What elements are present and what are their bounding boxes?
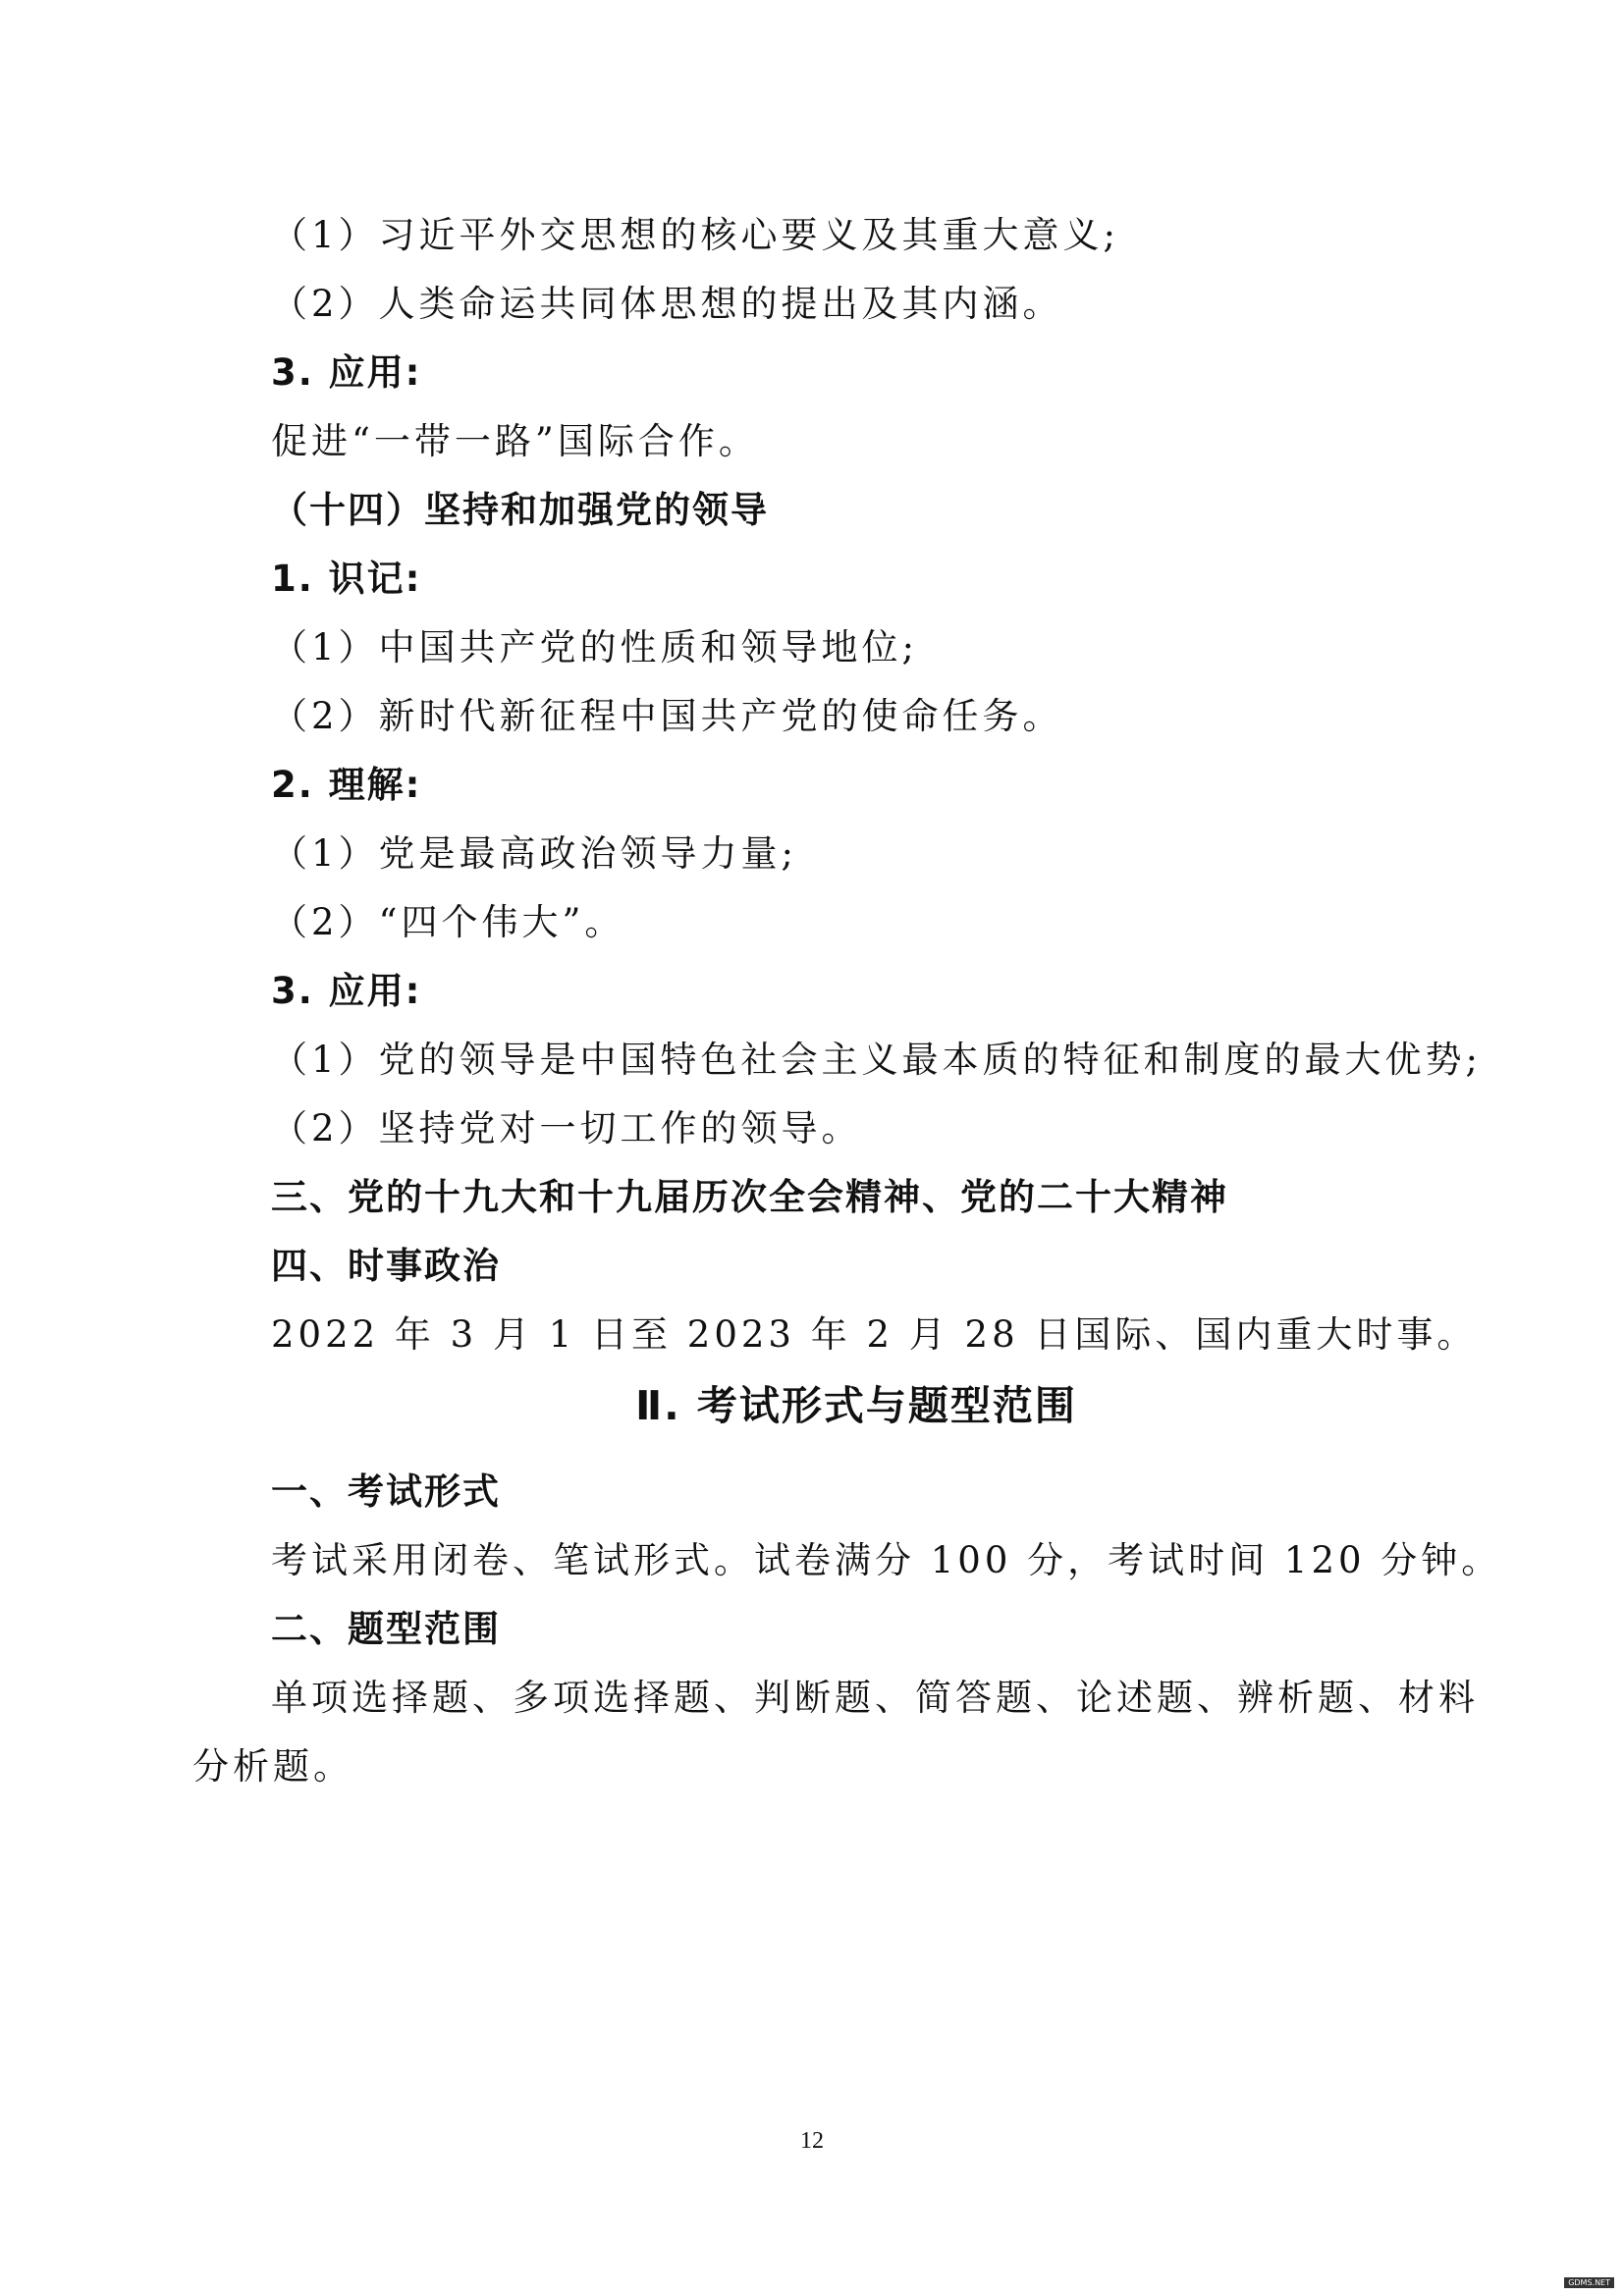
text-line: （1）党是最高政治领导力量; — [271, 832, 798, 875]
text-line: （2）人类命运共同体思想的提出及其内涵。 — [271, 283, 1063, 325]
section-heading: 二、题型范围 — [271, 1608, 501, 1650]
subheading: 1. 识记: — [271, 558, 422, 600]
subheading: 3. 应用: — [271, 351, 422, 394]
text-line: （1）中国共产党的性质和领导地位; — [271, 626, 919, 668]
text-line: 2022 年 3 月 1 日至 2023 年 2 月 28 日国际、国内重大时事。 — [271, 1313, 1478, 1356]
text-line: （2）“四个伟大”。 — [271, 901, 625, 943]
text-line: （1）习近平外交思想的核心要义及其重大意义; — [271, 214, 1120, 256]
page-number: 12 — [800, 2128, 824, 2154]
text-line: （1）党的领导是中国特色社会主义最本质的特征和制度的最大优势; — [271, 1039, 1483, 1081]
subheading: 2. 理解: — [271, 764, 422, 806]
section-heading: 一、考试形式 — [271, 1470, 501, 1513]
text-line: 促进“一带一路”国际合作。 — [271, 420, 759, 462]
text-line: 考试采用闭卷、笔试形式。试卷满分 100 分，考试时间 120 分钟。 — [271, 1539, 1502, 1581]
section-heading: （十四）坚持和加强党的领导 — [271, 489, 769, 531]
text-line: 单项选择题、多项选择题、判断题、简答题、论述题、辨析题、材料 — [271, 1677, 1479, 1719]
chapter-title: Ⅱ. 考试形式与题型范围 — [635, 1382, 1077, 1429]
watermark-badge: GDMS.NET — [1564, 2277, 1614, 2288]
text-line: 分析题。 — [192, 1745, 353, 1788]
section-heading: 三、党的十九大和十九届历次全会精神、党的二十大精神 — [271, 1176, 1228, 1218]
text-line: （2）新时代新征程中国共产党的使命任务。 — [271, 695, 1063, 737]
section-heading: 四、时事政治 — [271, 1245, 501, 1287]
text-line: （2）坚持党对一切工作的领导。 — [271, 1107, 862, 1149]
subheading: 3. 应用: — [271, 970, 422, 1012]
